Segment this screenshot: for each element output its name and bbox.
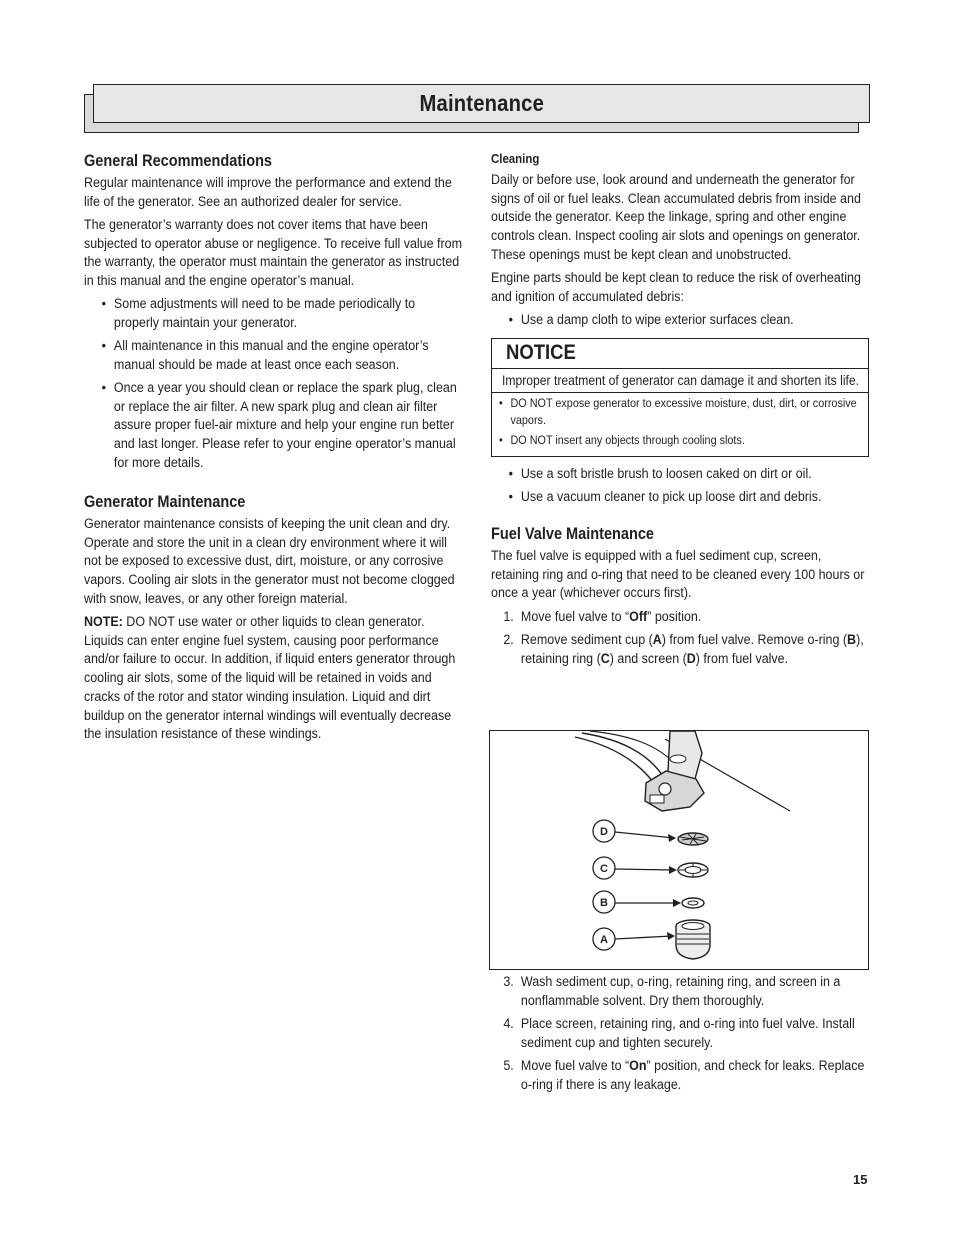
fuel-step-5: 5. Move fuel valve to “On” position, and check for leaks. Replace o-ring if there is any leakage.	[503, 1057, 865, 1093]
fuel-valve-heading: Fuel Valve Maintenance	[491, 525, 655, 544]
fuel-step-1: 1. Move fuel valve to “Off” position.	[503, 608, 702, 625]
fuel-steps-list-1	[491, 608, 870, 669]
notice-body	[492, 369, 868, 394]
right-column-content-2	[491, 465, 870, 669]
cleaning-bullet-3: • Use a vacuum cleaner to pick up loose dirt and debris.	[491, 488, 870, 507]
note-label: NOTE:	[84, 614, 123, 631]
general-recommendations-heading: General Recommendations	[84, 152, 273, 170]
callout-C	[593, 857, 677, 879]
notice-list	[492, 393, 869, 456]
cleaning-heading: Cleaning	[491, 151, 540, 166]
callout-D	[593, 820, 676, 842]
generator-note	[84, 613, 463, 744]
fuel-steps-list-2	[491, 973, 870, 1094]
general-bullet-1: • Some adjustments will need to be made periodically to properly maintain your generator.	[84, 295, 463, 332]
page-number: 15	[853, 1172, 868, 1187]
left-column	[84, 150, 462, 748]
general-paragraph-1: Regular maintenance will improve the performance and extend the life of the generator. See an authorized dealer for service.	[84, 175, 452, 210]
label-D: D	[600, 826, 608, 838]
right-column-content	[491, 150, 870, 330]
general-bullet-2: • All maintenance in this manual and the engine operator’s manual should be made at least once each season.	[84, 337, 463, 374]
generator-paragraph-1: Generator maintenance consists of keeping the unit clean and dry. Operate and store the unit in a clean dry environment where it will not be exposed to excessive dust, dirt, moisture, or any corrosive vapors. Cooling air slots in the generator must not become clogged with snow, leaves, or any other foreign material.	[84, 516, 455, 607]
callout-B	[593, 891, 681, 913]
notice-header	[492, 339, 868, 369]
right-column	[491, 150, 869, 673]
notice-title: NOTICE	[506, 341, 576, 365]
fuel-steps-continued	[491, 973, 869, 1099]
note-text: DO NOT use water or other liquids to clean generator. Liquids can enter engine fuel system, causing poor performance and/or failure to occur. In addition, if liquid enters generator through cooling air slots, some of the liquid will be retained in voids and cracks of the rotor and stator winding insulation. Liquid and dirt buildup on the generator internal windings will eventually decrease the insulation resistance of these windings.	[84, 614, 456, 743]
callout-A	[593, 928, 675, 950]
left-column-content	[84, 150, 463, 744]
notice-item-2: • DO NOT insert any objects through cooling slots.	[497, 432, 864, 449]
cleaning-bullet-2: • Use a soft bristle brush to loosen caked on dirt or oil.	[491, 465, 870, 484]
cleaning-paragraph-2: Engine parts should be kept clean to reduce the risk of overheating and ignition of accumulated debris:	[491, 270, 861, 305]
notice-box	[491, 338, 869, 457]
label-C: C	[600, 863, 608, 875]
general-bullet-list	[84, 295, 463, 472]
fuel-valve-figure	[489, 730, 869, 970]
fuel-step-4: 4. Place screen, retaining ring, and o-ring into fuel valve. Install sediment cup and tighten securely.	[503, 1015, 855, 1051]
fuel-step-2: 2. Remove sediment cup (A) from fuel valve. Remove o-ring (B), retaining ring (C) and screen (D) from fuel valve.	[503, 631, 864, 667]
cleaning-bullet-list-2	[491, 465, 870, 507]
fuel-valve-illustration	[490, 731, 868, 969]
fuel-paragraph-1: The fuel valve is equipped with a fuel sediment cup, screen, retaining ring and o-ring that need to be cleaned every 100 hours or once a year (whichever occurs first).	[491, 548, 865, 602]
page-title: Maintenance	[419, 90, 544, 116]
notice-body-text: Improper treatment of generator can damage it and shorten its life.	[502, 372, 860, 388]
cleaning-bullet-1: • Use a damp cloth to wipe exterior surfaces clean.	[491, 311, 870, 330]
label-A: A	[600, 934, 608, 946]
title-banner	[93, 84, 870, 123]
cleaning-bullet-list	[491, 311, 870, 330]
generator-maintenance-heading: Generator Maintenance	[84, 493, 246, 512]
general-bullet-3: • Once a year you should clean or replace the spark plug, clean or replace the air filter. A new spark plug and clean air filter assure proper fuel-air mixture and help your engine run better and last longer. Please refer to your engine operator’s manual for more details.	[84, 379, 463, 473]
general-paragraph-2: The generator’s warranty does not cover items that have been subjected to operator abuse or negligence. To receive full value from the warranty, the operator must maintain the generator as instructed in this manual and the engine operator’s manual.	[84, 216, 463, 290]
label-B: B	[600, 897, 608, 909]
cleaning-paragraph-1: Daily or before use, look around and underneath the generator for signs of oil or fuel leaks. Clean accumulated debris from inside and outside the generator. Keep the linkage, spring and other engine controls clean. Inspect cooling air slots and openings on generator. These openings must be kept clean and unobstructed.	[491, 172, 861, 263]
notice-item-1: • DO NOT expose generator to excessive moisture, dust, dirt, or corrosive vapors.	[497, 395, 864, 428]
fuel-step-3: 3. Wash sediment cup, o-ring, retaining ring, and screen in a nonflammable solvent. Dry them thoroughly.	[503, 974, 841, 1009]
